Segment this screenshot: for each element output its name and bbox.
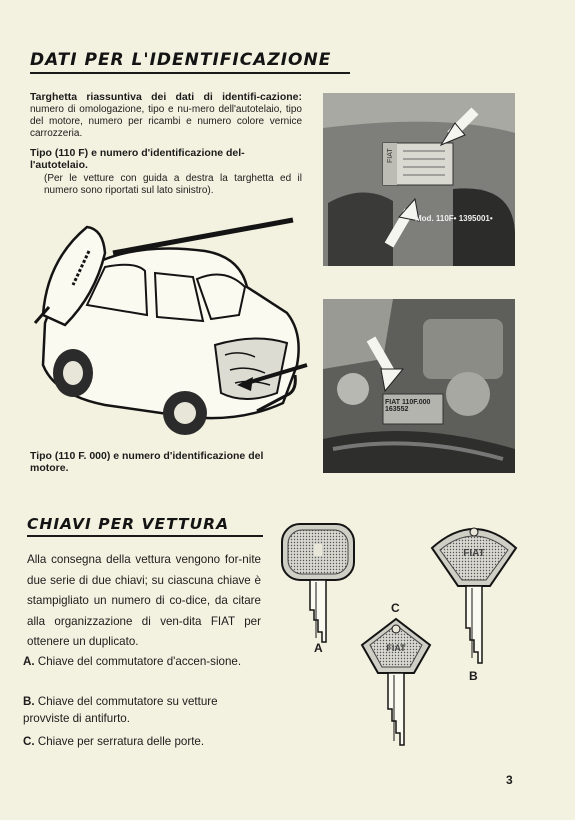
key-b-illustration bbox=[428, 518, 520, 668]
chassis-heading: Tipo (110 F) e numero d'identificazione del-l'autotelaio. bbox=[30, 147, 245, 171]
section-title-keys: CHIAVI PER VETTURA bbox=[27, 515, 230, 533]
chassis-plate-photo bbox=[323, 93, 515, 266]
key-c-brand: FIAT bbox=[386, 643, 406, 653]
plate-brand: FIAT bbox=[387, 148, 394, 163]
keys-paragraph: Alla consegna della vettura vengono for-nite due serie di due chiavi; su ciascuna chiave è stampigliato un numero di co-dice, da citare alla organizzazione di ven-dita FIAT per ottenere un duplicato. bbox=[27, 553, 261, 648]
engine-photo bbox=[323, 299, 515, 473]
chassis-stamp: Mod. 110F• 1395001• bbox=[415, 214, 493, 223]
title-underline bbox=[30, 72, 350, 74]
chassis-note: (Per le vetture con guida a destra la targhetta ed il numero sono riportati sul lato sinistro). bbox=[44, 173, 302, 196]
key-text-c: Chiave per serratura delle porte. bbox=[37, 735, 205, 748]
keys-title-underline bbox=[27, 535, 263, 537]
key-letter-b: B. bbox=[23, 695, 35, 708]
engine-plate-text: FIAT 110F.000 163552 bbox=[385, 399, 431, 413]
key-letter-a: A. bbox=[23, 655, 35, 668]
key-text-b: Chiave del commutatore su vetture provviste di antifurto. bbox=[23, 695, 218, 725]
key-list-item-c bbox=[23, 733, 261, 750]
page-number: 3 bbox=[506, 773, 513, 787]
key-b-brand: FIAT bbox=[463, 548, 485, 559]
plate-intro-rest: numero di omologazione, tipo e nu-mero dell'autotelaio, tipo del motore, numero per ricambi e numero colore vernice carrozzeria. bbox=[30, 104, 302, 139]
section-title-identification: DATI PER L'IDENTIFICAZIONE bbox=[30, 50, 332, 70]
plate-intro-bold: Targhetta riassuntiva dei dati di identifi-cazione: bbox=[30, 91, 302, 103]
engine-heading: Tipo (110 F. 000) e numero d'identificazione del motore. bbox=[30, 450, 264, 474]
key-c-illustration bbox=[358, 615, 434, 750]
key-label-a: A bbox=[314, 641, 323, 655]
key-letter-c: C. bbox=[23, 735, 35, 748]
key-label-b: B bbox=[469, 669, 478, 683]
key-a-illustration bbox=[278, 520, 358, 645]
key-list-item-b bbox=[23, 693, 261, 727]
key-list-item-a bbox=[23, 653, 261, 670]
key-label-c: C bbox=[391, 601, 400, 615]
plate-description bbox=[30, 91, 302, 140]
key-text-a: Chiave del commutatore d'accen-sione. bbox=[37, 655, 242, 668]
car-illustration bbox=[25, 205, 325, 445]
